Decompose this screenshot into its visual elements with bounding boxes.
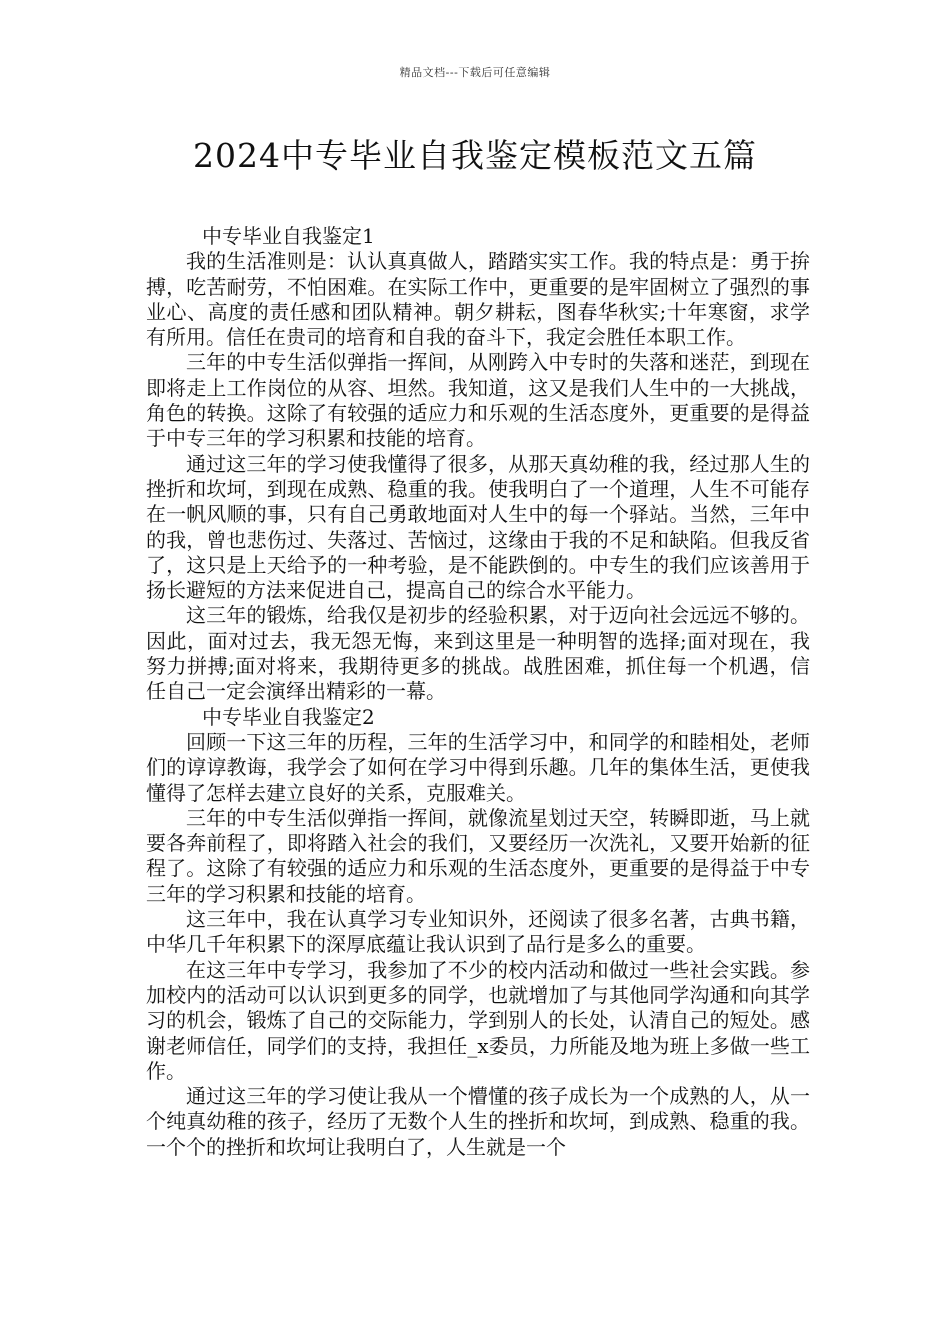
paragraph: 回顾一下这三年的历程，三年的生活学习中，和同学的和睦相处，老师们的谆谆教诲，我学会了如何在学习中得到乐趣。几年的集体生活，更使我懂得了怎样去建立良好的关系，克服难关。	[146, 729, 810, 805]
paragraph: 这三年中，我在认真学习专业知识外，还阅读了很多名著，古典书籍，中华几千年积累下的深厚底蕴让我认识到了品行是多么的重要。	[146, 907, 810, 957]
paragraph: 通过这三年的学习使我懂得了很多，从那天真幼稚的我，经过那人生的挫折和坎坷，到现在成熟、稳重的我。使我明白了一个道理，人生不可能存在一帆风顺的事，只有自己勇敢地面对人生中的每一个驿站。当然，三年中的我，曾也悲伤过、失落过、苦恼过，这缘由于我的不足和缺陷。但我反省了，这只是上天给予的一种考验，是不能跌倒的。中专生的我们应该善用于扬长避短的方法来促进自己，提高自己的综合水平能力。	[146, 451, 810, 603]
paragraph: 三年的中专生活似弹指一挥间，从刚跨入中专时的失落和迷茫，到现在即将走上工作岗位的从容、坦然。我知道，这又是我们人生中的一大挑战，角色的转换。这除了有较强的适应力和乐观的生活态度外，更重要的是得益于中专三年的学习积累和技能的培育。	[146, 350, 810, 451]
page-header-note: 精品文档---下载后可任意编辑	[399, 66, 551, 79]
paragraph: 这三年的锻炼，给我仅是初步的经验积累，对于迈向社会远远不够的。因此，面对过去，我无怨无悔，来到这里是一种明智的选择;面对现在，我努力拼搏;面对将来，我期待更多的挑战。战胜困难，抓住每一个机遇，信任自己一定会演绎出精彩的一幕。	[146, 603, 810, 704]
document-title: 2024中专毕业自我鉴定模板范文五篇	[193, 136, 757, 175]
section-heading: 中专毕业自我鉴定1	[202, 224, 375, 248]
section-heading: 中专毕业自我鉴定2	[202, 704, 375, 729]
paragraph: 通过这三年的学习使让我从一个懵懂的孩子成长为一个成熟的人，从一个纯真幼稚的孩子，经历了无数个人生的挫折和坎坷，到成熟、稳重的我。一个个的挫折和坎坷让我明白了，人生就是一个	[146, 1084, 810, 1159]
document-body	[146, 224, 810, 1160]
paragraph: 在这三年中专学习，我参加了不少的校内活动和做过一些社会实践。参加校内的活动可以认识到更多的同学，也就增加了与其他同学沟通和向其学习的机会，锻炼了自己的交际能力，学到别人的长处，认清自己的短处。感谢老师信任，同学们的支持，我担任_x委员，力所能及地为班上多做一些工作。	[146, 957, 810, 1083]
paragraph: 我的生活准则是：认认真真做人，踏踏实实工作。我的特点是：勇于拚搏，吃苦耐劳，不怕困难。在实际工作中，更重要的是牢固树立了强烈的事业心、高度的责任感和团队精神。朝夕耕耘，图春华秋实;十年寒窗，求学有所用。信任在贵司的培育和自我的奋斗下，我定会胜任本职工作。	[146, 249, 810, 350]
paragraph: 三年的中专生活似弹指一挥间，就像流星划过天空，转瞬即逝，马上就要各奔前程了，即将踏入社会的我们，又要经历一次洗礼，又要开始新的征程了。这除了有较强的适应力和乐观的生活态度外，更重要的是得益于中专三年的学习积累和技能的培育。	[146, 805, 810, 906]
